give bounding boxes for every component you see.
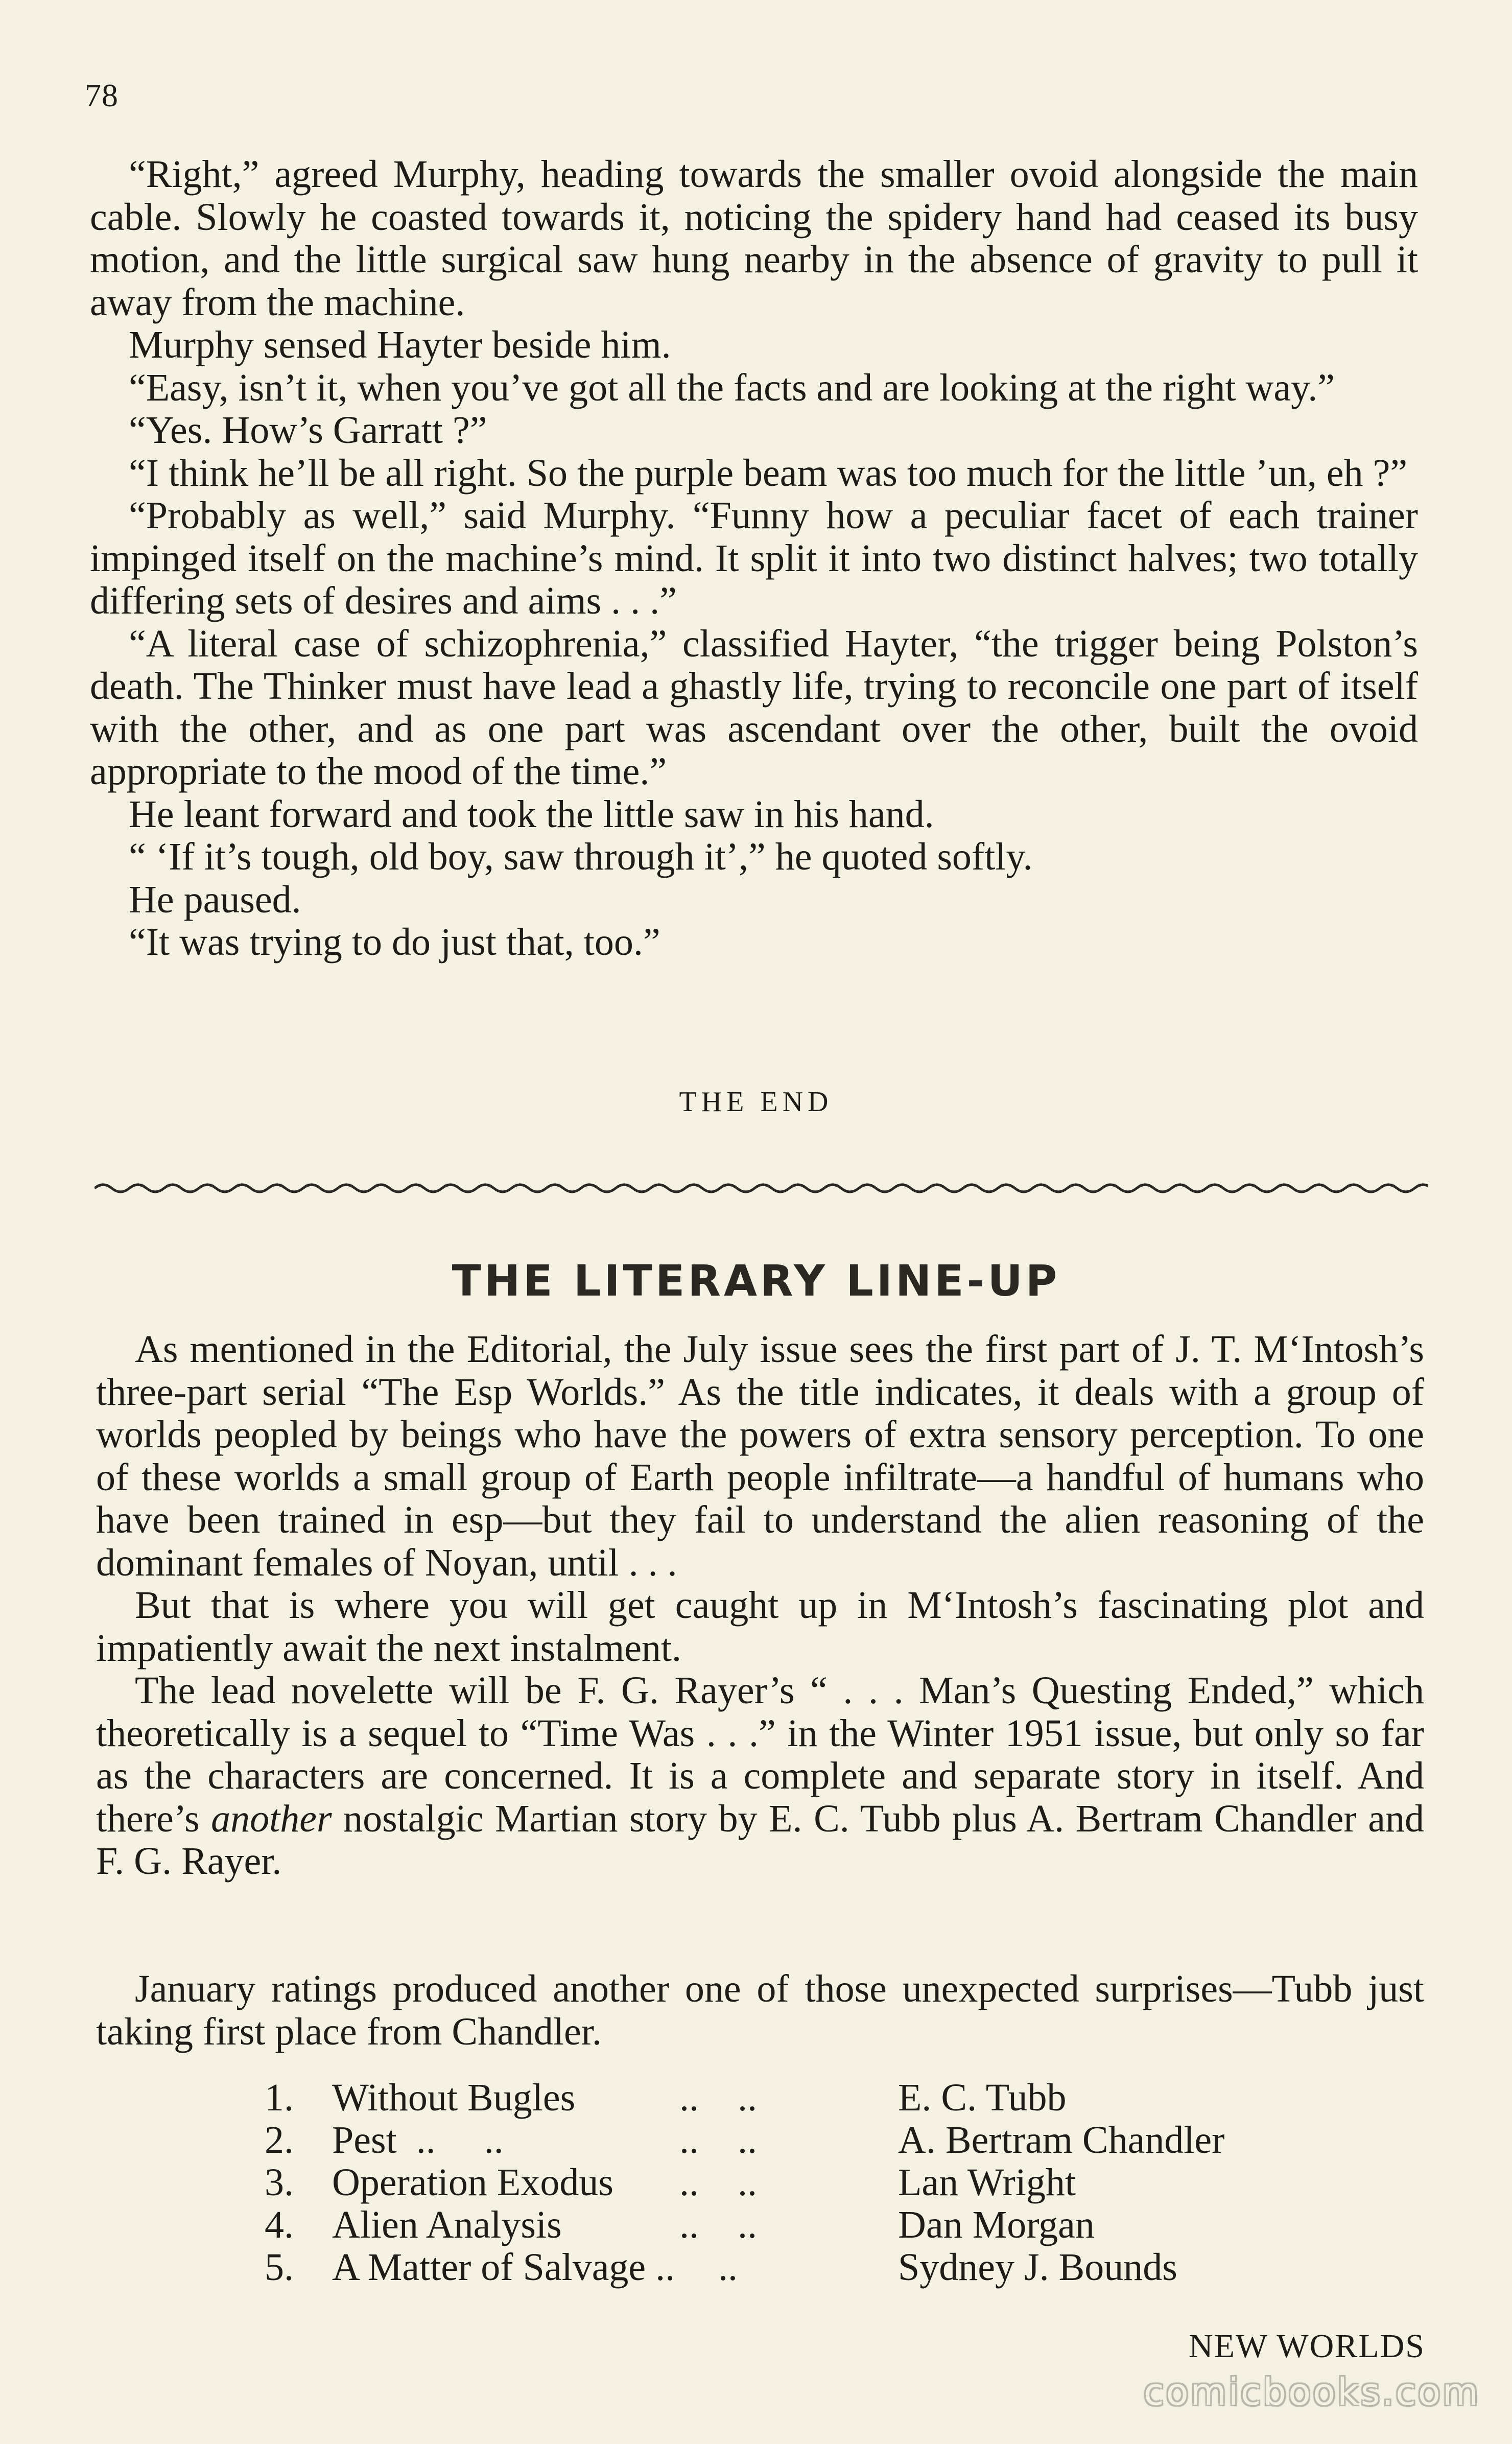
rating-title: Without Bugles xyxy=(332,2076,576,2119)
lineup-paragraph xyxy=(96,1670,1424,1883)
lineup-text xyxy=(96,1328,1424,1883)
rating-number: 2. xyxy=(265,2119,294,2161)
ratings-intro: January ratings produced another one of those unexpected surprises—Tubb just taking first place from Chandler. xyxy=(96,1967,1424,2053)
story-paragraph: “Easy, isn’t it, when you’ve got all the facts and are looking at the right way.” xyxy=(129,366,1335,409)
lineup-text-span: The lead novelette will be F. G. Rayer’s “ . . . Man’s Questing Ended,” which theoretically is a sequel to “Time Was . . .” in the Winter 1951 issue, but only so far as the characters are concerned. It is a complete and separate story in itself. And there’s xyxy=(96,1669,1424,1840)
rating-number: 4. xyxy=(265,2203,294,2246)
page-number: 78 xyxy=(85,77,119,113)
rating-leader: .. .. xyxy=(679,2119,757,2161)
story-paragraph: Murphy sensed Hayter beside him. xyxy=(129,323,671,366)
rating-number: 3. xyxy=(265,2161,294,2204)
lineup-paragraph: As mentioned in the Editorial, the July issue sees the first part of J. T. M‘Intosh’s three-part serial “The Esp Worlds.” As the title indicates, it deals with a group of worlds peopled by beings who have the powers of extra sensory perception. To one of these worlds a small group of Earth people infiltrate—a handful of humans who have been trained in esp—but they fail to understand the alien reasoning of the dominant females of Noyan, until . . . xyxy=(96,1328,1424,1584)
rating-leader: .. .. xyxy=(679,2203,757,2246)
story-paragraph: “Right,” agreed Murphy, heading towards the smaller ovoid alongside the main cable. Slowly he coasted towards it, noticing the spidery hand had ceased its busy motion, and the little surgical saw hung nearby in the absence of gravity to pull it away from the machine. xyxy=(90,153,1418,324)
rating-title: Operation Exodus xyxy=(332,2161,613,2204)
story-paragraph: “ ‘If it’s tough, old boy, saw through it’,” he quoted softly. xyxy=(129,835,1033,878)
rating-author: E. C. Tubb xyxy=(898,2076,1067,2119)
story-paragraph: “Probably as well,” said Murphy. “Funny how a peculiar facet of each trainer impinged itself on the machine’s mind. It split it into two distinct halves; two totally differing sets of desires and aims . . .” xyxy=(90,494,1418,622)
story-paragraph: “Yes. How’s Garratt ?” xyxy=(129,409,487,452)
rating-title: A Matter of Salvage .. xyxy=(332,2246,675,2289)
lineup-paragraph: But that is where you will get caught up in M‘Intosh’s fascinating plot and impatiently await the next instalment. xyxy=(96,1584,1424,1670)
story-paragraph: “A literal case of schizophrenia,” classified Hayter, “the trigger being Polston’s death. The Thinker must have lead a ghastly life, trying to reconcile one part of itself with the other, and as one part was ascendant over the other, built the ovoid appropriate to the mood of the time.” xyxy=(90,622,1418,793)
rating-leader: .. .. xyxy=(679,2161,757,2204)
rating-author: Dan Morgan xyxy=(898,2203,1095,2246)
rating-number: 5. xyxy=(265,2246,294,2289)
rating-author: Lan Wright xyxy=(898,2161,1076,2204)
lineup-text-span: nostalgic Martian story by E. C. Tubb plus A. Bertram Chandler and F. G. Rayer. xyxy=(96,1797,1424,1883)
wavy-divider xyxy=(94,1173,1428,1204)
magazine-title: NEW WORLDS xyxy=(1188,2328,1425,2365)
emphasis-text: another xyxy=(211,1797,332,1840)
story-text xyxy=(90,153,1418,964)
rating-author: A. Bertram Chandler xyxy=(898,2119,1225,2161)
story-paragraph: “It was trying to do just that, too.” xyxy=(129,921,660,964)
rating-number: 1. xyxy=(265,2076,294,2119)
story-paragraph: “I think he’ll be all right. So the purple beam was too much for the little ’un, eh ?” xyxy=(129,451,1408,495)
rating-leader: .. .. xyxy=(679,2076,757,2119)
rating-leader: .. xyxy=(679,2246,738,2289)
watermark-logo: comicbooks.com xyxy=(1143,2370,1480,2413)
rating-title: Pest .. .. xyxy=(332,2119,504,2161)
section-title: THE LITERARY LINE-UP xyxy=(452,1256,1060,1306)
story-paragraph: He leant forward and took the little saw in his hand. xyxy=(129,792,934,836)
rating-title: Alien Analysis xyxy=(332,2203,562,2246)
the-end-label: THE END xyxy=(679,1086,833,1118)
story-paragraph: He paused. xyxy=(129,878,301,921)
rating-author: Sydney J. Bounds xyxy=(898,2246,1177,2289)
